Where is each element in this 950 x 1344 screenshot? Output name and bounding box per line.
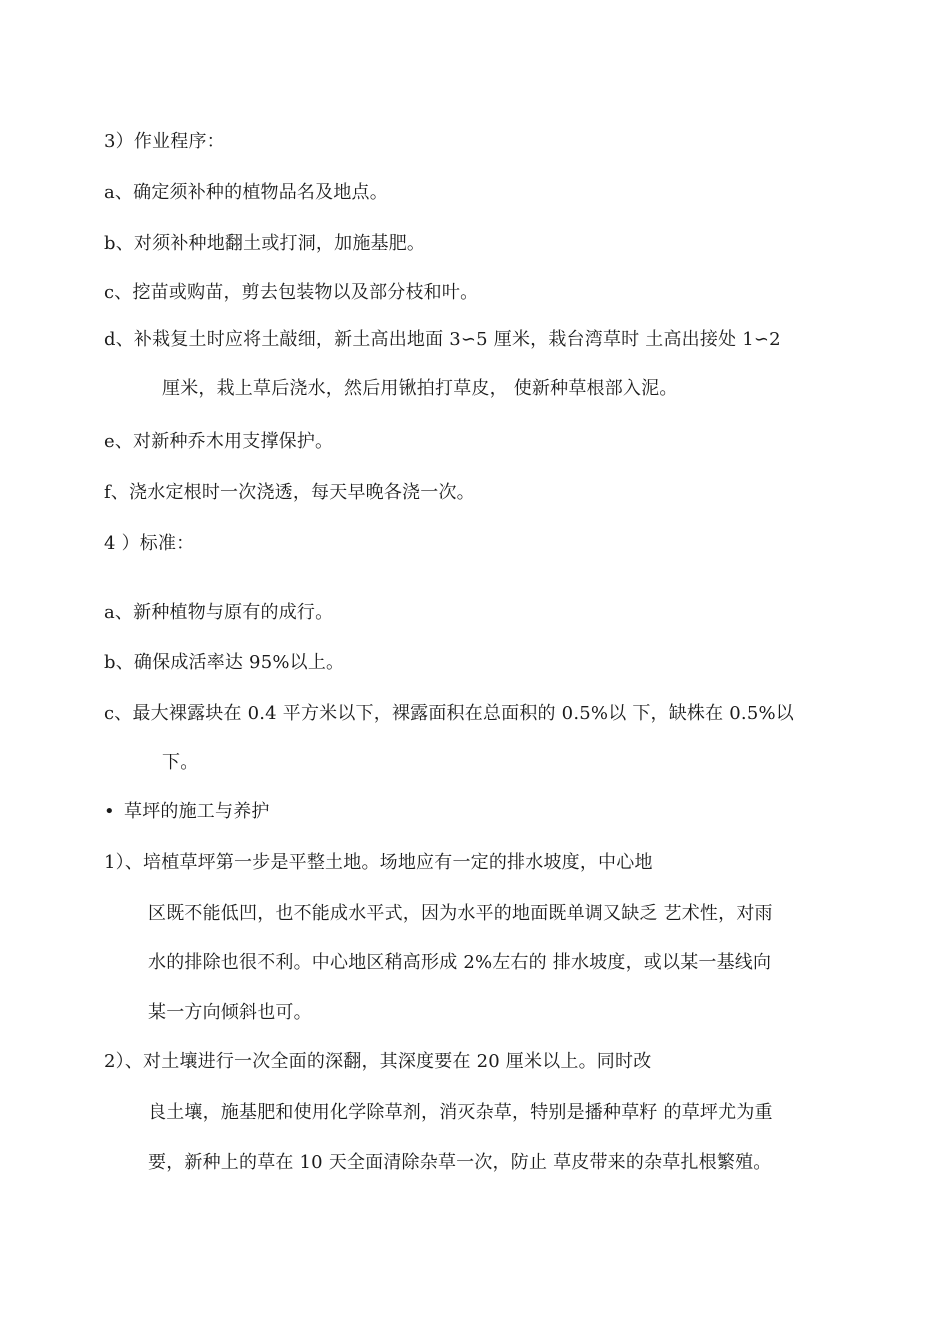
lawn-p1-line1: 1）、培植草坪第一步是平整土地。场地应有一定的排水坡度，中心地: [104, 852, 653, 873]
lawn-p2-line1: 2）、对土壤进行一次全面的深翻，其深度要在 20 厘米以上。同时改: [104, 1051, 652, 1072]
lawn-section-heading: 草坪的施工与养护: [124, 801, 270, 822]
procedure-item-b: b、对须补种地翻土或打洞，加施基肥。: [104, 233, 426, 254]
lawn-p2-line2: 良土壤，施基肥和使用化学除草剂，消灭杂草，特别是播种草籽 的草坪尤为重: [148, 1102, 773, 1123]
procedure-item-c: c、挖苗或购苗，剪去包装物以及部分枝和叶。: [104, 282, 479, 303]
standard-heading: 4 ）标准：: [104, 533, 195, 554]
procedure-item-d-line2: 厘米，栽上草后浇水，然后用锹拍打草皮， 使新种草根部入泥。: [162, 378, 678, 399]
standard-item-a: a、新种植物与原有的成行。: [104, 602, 334, 623]
standard-item-c-line2: 下。: [162, 752, 199, 773]
standard-item-b: b、确保成活率达 95%以上。: [104, 652, 345, 673]
lawn-p1-line3: 水的排除也很不利。中心地区稍高形成 2%左右的 排水坡度，或以某一基线向: [148, 952, 772, 973]
procedure-item-e: e、对新种乔木用支撑保护。: [104, 431, 334, 452]
lawn-p2-line3: 要，新种上的草在 10 天全面清除杂草一次，防止 草皮带来的杂草扎根繁殖。: [148, 1152, 772, 1173]
standard-item-c-line1: c、最大裸露块在 0.4 平方米以下，裸露面积在总面积的 0.5%以 下，缺株在 0.5%以: [104, 703, 794, 724]
bullet-icon: •: [104, 801, 115, 822]
lawn-p1-line4: 某一方向倾斜也可。: [148, 1002, 312, 1023]
procedure-item-a: a、确定须补种的植物品名及地点。: [104, 182, 388, 203]
procedure-item-f: f、浇水定根时一次浇透，每天早晚各浇一次。: [104, 482, 475, 503]
lawn-p1-line2: 区既不能低凹，也不能成水平式，因为水平的地面既单调又缺乏 艺术性，对雨: [148, 903, 773, 924]
procedure-heading: 3）作业程序：: [104, 131, 225, 152]
procedure-item-d-line1: d、补栽复土时应将土敲细，新土高出地面 3∽5 厘米，栽台湾草时 土高出接处 1∽2: [104, 329, 781, 350]
